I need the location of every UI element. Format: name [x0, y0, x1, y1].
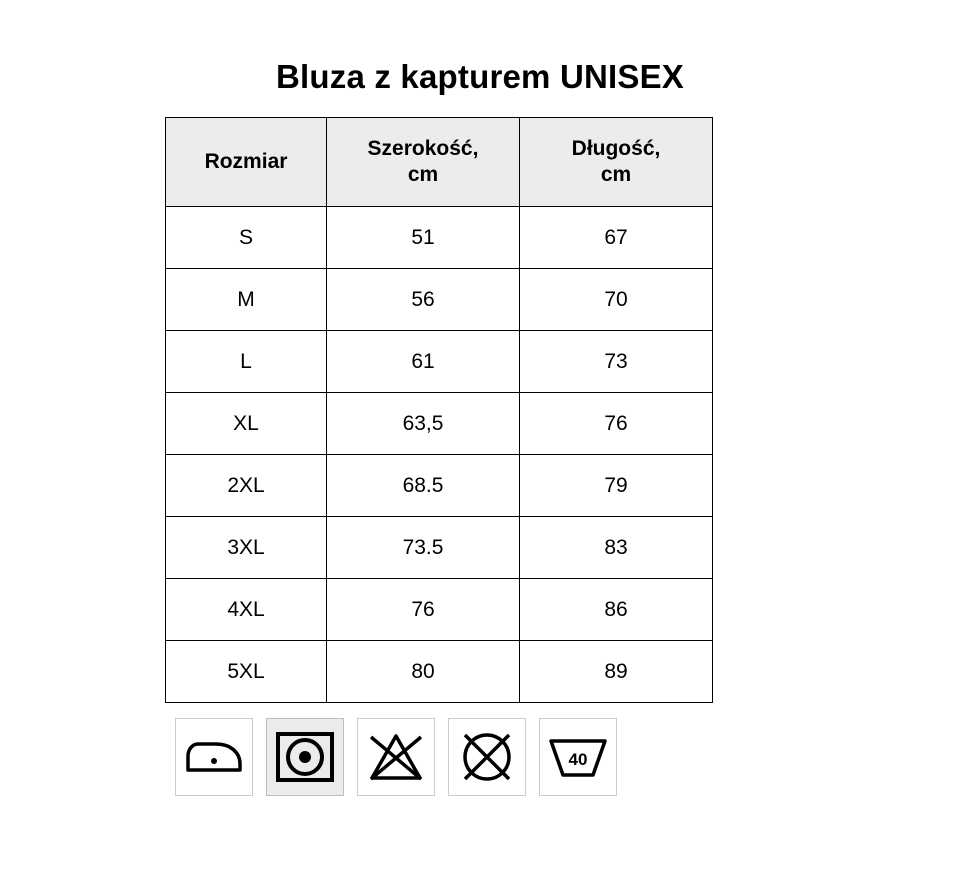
column-header-length [520, 118, 713, 207]
table-row [166, 455, 713, 517]
table-header-row [166, 118, 713, 207]
cell-size: 4XL [166, 579, 327, 641]
cell-length: 76 [520, 393, 713, 455]
table-row [166, 269, 713, 331]
table-body [166, 207, 713, 703]
cell-size: 3XL [166, 517, 327, 579]
table-row [166, 207, 713, 269]
table-row [166, 331, 713, 393]
page-title: Bluza z kapturem UNISEX [275, 58, 685, 95]
cell-size: L [166, 331, 327, 393]
size-table [165, 117, 713, 703]
table-row [166, 393, 713, 455]
cell-width: 51 [327, 207, 520, 269]
wash-temperature-label: 40 [568, 750, 588, 769]
cell-width: 56 [327, 269, 520, 331]
cell-width: 68.5 [327, 455, 520, 517]
care-symbols-row [175, 718, 617, 796]
cell-width: 80 [327, 641, 520, 703]
iron-low-heat-icon [175, 718, 253, 796]
do-not-dry-clean-icon [448, 718, 526, 796]
table-row [166, 579, 713, 641]
cell-length: 70 [520, 269, 713, 331]
cell-size: XL [166, 393, 327, 455]
cell-size: S [166, 207, 327, 269]
table-row [166, 641, 713, 703]
do-not-bleach-icon [357, 718, 435, 796]
cell-length: 73 [520, 331, 713, 393]
table-row [166, 517, 713, 579]
column-header-size-line1: Rozmiar [204, 149, 288, 173]
column-header-length-line2: cm [600, 163, 632, 186]
table-header [166, 118, 713, 207]
cell-size: 5XL [166, 641, 327, 703]
column-header-width [327, 118, 520, 207]
cell-length: 67 [520, 207, 713, 269]
cell-length: 89 [520, 641, 713, 703]
cell-size: 2XL [166, 455, 327, 517]
column-header-width-line2: cm [407, 163, 439, 186]
cell-length: 79 [520, 455, 713, 517]
cell-width: 73.5 [327, 517, 520, 579]
cell-width: 61 [327, 331, 520, 393]
cell-width: 63,5 [327, 393, 520, 455]
column-header-size [166, 118, 327, 207]
column-header-length-line1: Długość, [571, 136, 661, 160]
column-header-width-line1: Szerokość, [367, 136, 479, 160]
cell-width: 76 [327, 579, 520, 641]
cell-size: M [166, 269, 327, 331]
cell-length: 83 [520, 517, 713, 579]
wash-40-icon [539, 718, 617, 796]
cell-length: 86 [520, 579, 713, 641]
tumble-dry-normal-icon [266, 718, 344, 796]
